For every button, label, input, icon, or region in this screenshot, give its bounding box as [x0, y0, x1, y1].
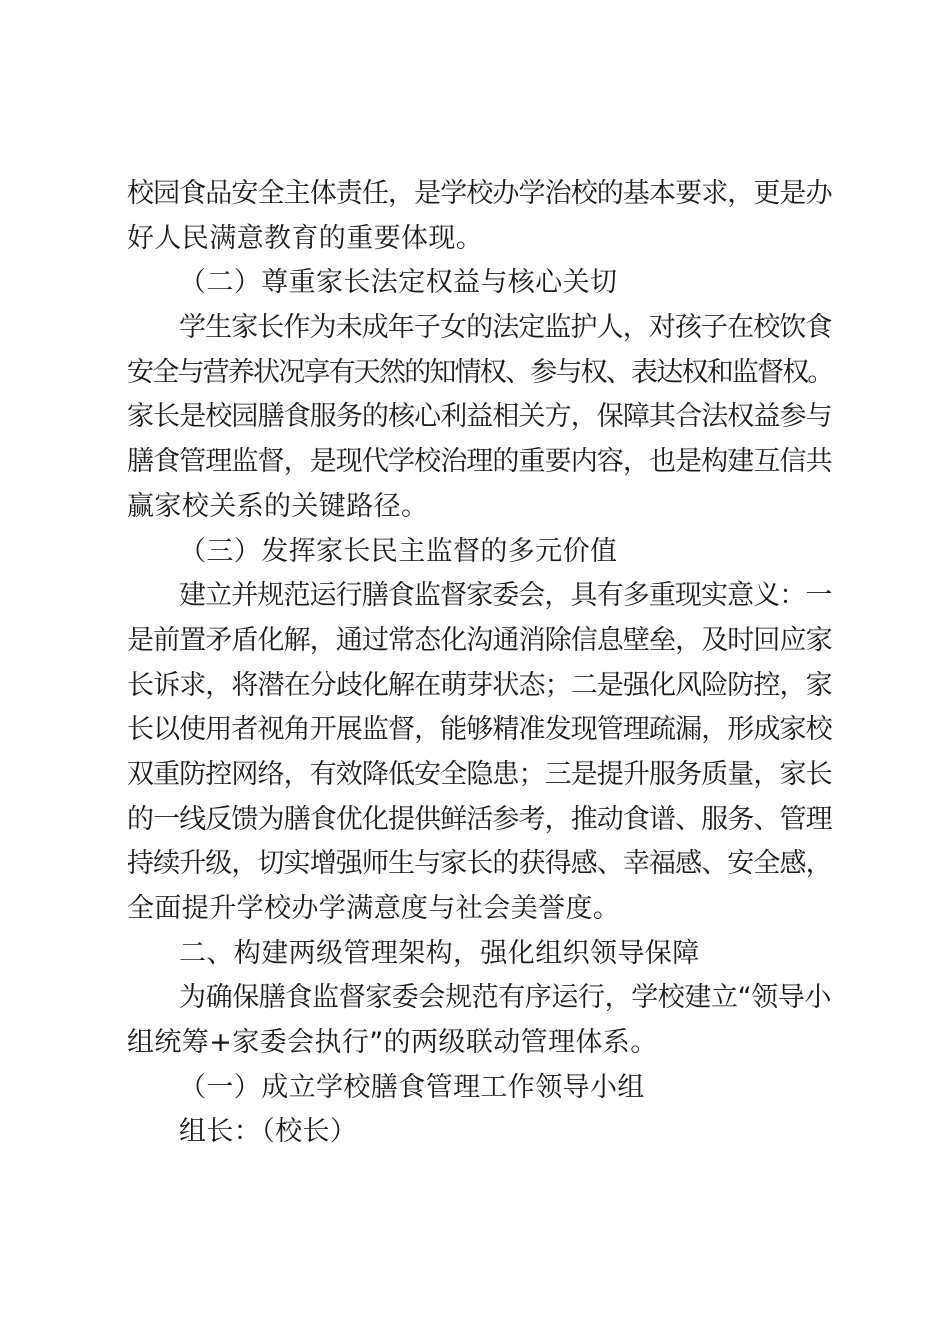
text-line: 好人民满意教育的重要体现。: [127, 222, 484, 254]
text-line: 全面提升学校办学满意度与社会美誉度。: [127, 893, 621, 924]
text-line: 建立并规范运行膳食监督家委会，具有多重现实意义：一: [179, 580, 832, 612]
text-line: 学生家长作为未成年子女的法定监护人，对孩子在校饮食: [179, 312, 832, 344]
text-line: 的一线反馈为膳食优化提供鲜活参考，推动食谱、服务、管理: [127, 803, 832, 835]
text-line: 长以使用者视角开展监督，能够精准发现管理疏漏，形成家校: [127, 714, 832, 746]
chapter-heading: 二、构建两级管理架构，强化组织领导保障: [179, 937, 700, 969]
text-line: 双重防控网络，有效降低安全隐患；三是提升服务质量，家长: [127, 758, 832, 790]
text-line: 安全与营养状况享有天然的知情权、参与权、表达权和监督权。: [127, 356, 833, 388]
text-line: 家长是校园膳食服务的核心利益相关方，保障其合法权益参与: [127, 401, 832, 433]
text-line: 校园食品安全主体责任，是学校办学治校的基本要求，更是办: [127, 178, 832, 209]
section-heading: （二）尊重家长法定权益与核心关切: [179, 267, 618, 299]
text-line: 长诉求，将潜在分歧化解在萌芽状态；二是强化风险防控，家: [127, 669, 832, 701]
text-line: 是前置矛盾化解，通过常态化沟通消除信息壁垒，及时回应家: [127, 624, 832, 656]
text-line: 组长：（校长）: [179, 1116, 358, 1148]
text-line: 膳食管理监督，是现代学校治理的重要内容，也是构建互信共: [127, 446, 832, 478]
text-line: 为确保膳食监督家委会规范有序运行，学校建立“领导小: [179, 982, 831, 1014]
section-heading: （三）发挥家长民主监督的多元价值: [179, 535, 618, 567]
section-heading: （一）成立学校膳食管理工作领导小组: [179, 1071, 645, 1103]
text-line: 持续升级，切实增强师生与家长的获得感、幸福感、安全感，: [127, 848, 832, 880]
text-line: 组统筹+家委会执行”的两级联动管理体系。: [127, 1027, 658, 1059]
text-line: 赢家校关系的关键路径。: [127, 490, 429, 522]
document-body: [127, 172, 833, 1155]
